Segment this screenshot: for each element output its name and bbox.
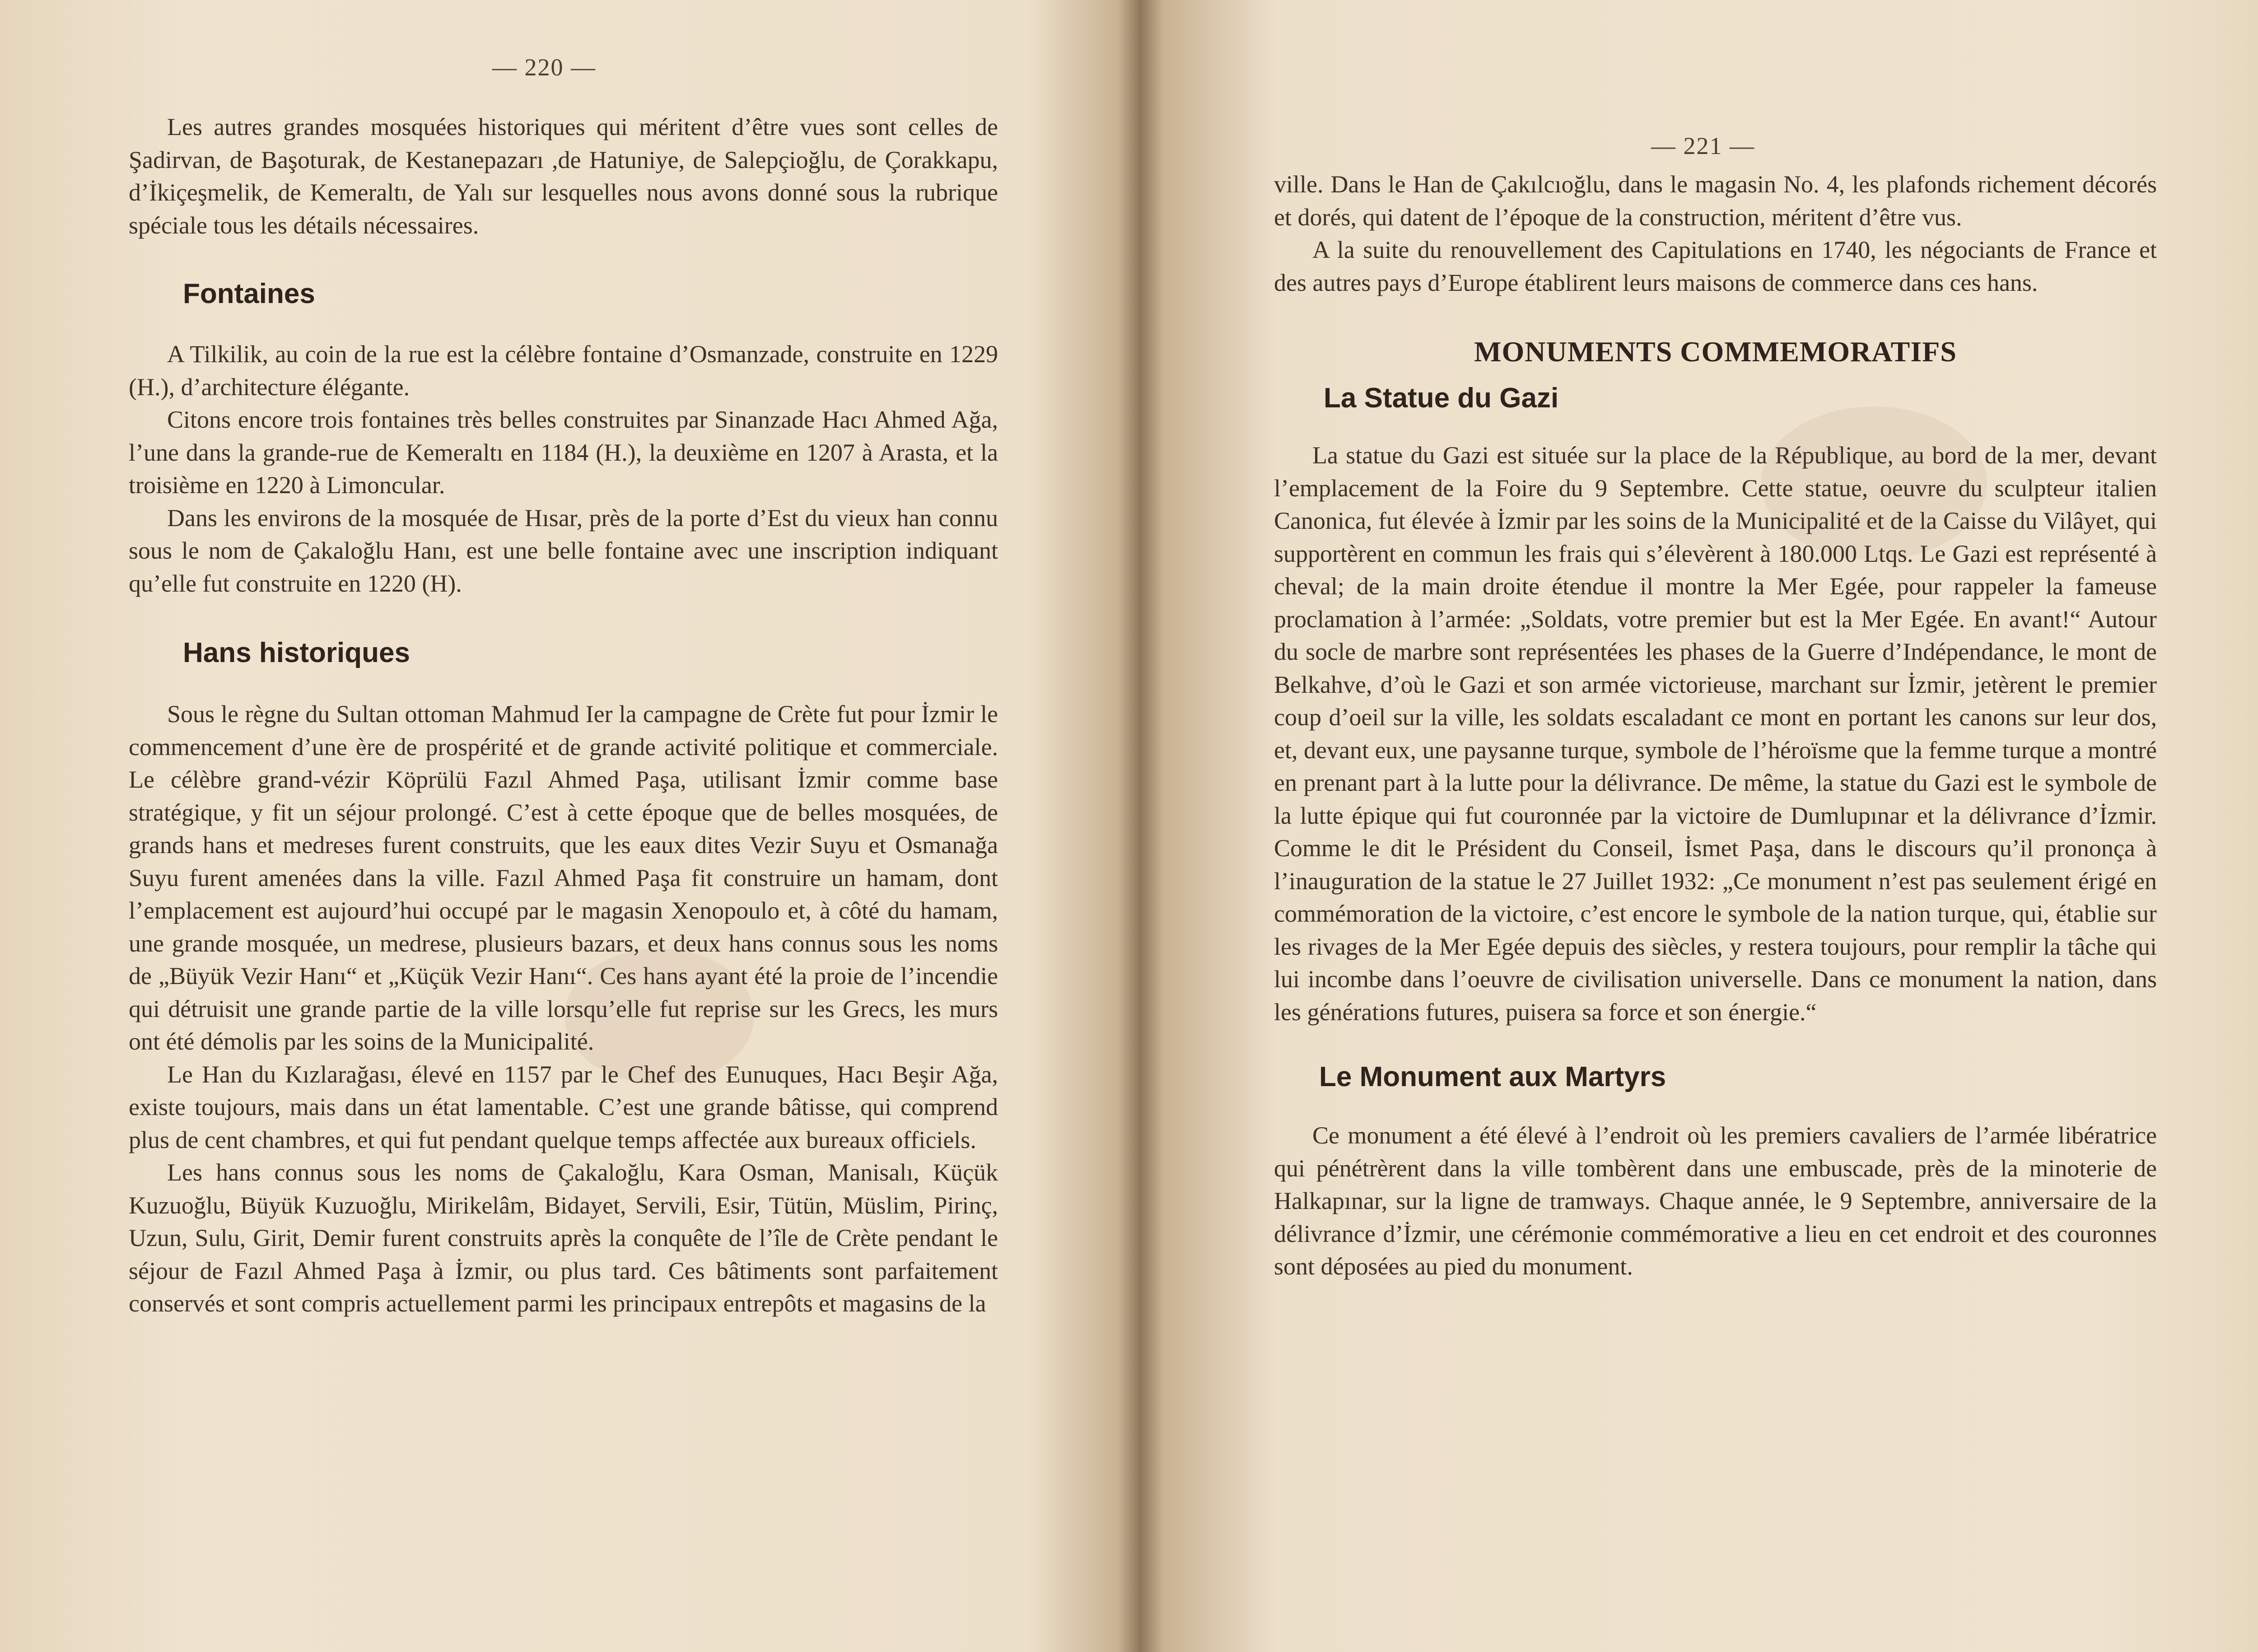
section-heading-monument-aux-martyrs: Le Monument aux Martyrs: [1319, 1061, 1666, 1092]
right-page: [1141, 0, 2258, 1652]
paragraph: Le Han du Kızlarağası, élevé en 1157 par le Chef des Eunuques, Hacı Beşir Ağa, existe toujours, mais dans un état lamentable. C’est une grande bâtisse, qui comprend plus de cent chambres, et qui fut pendant quelque temps affectée aux bureaux officiels.: [129, 1060, 998, 1153]
paragraph: Ce monument a été élevé à l’endroit où les premiers cavaliers de l’armée libératrice qui pénétrèrent dans la ville tombèrent dans une embuscade, près de la minoterie de Halkapınar, sur la ligne de tramways. Chaque année, le 9 Septembre, anniversaire de la délivrance d’İzmir, une cérémonie commémorative a lieu en cet endroit et des couronnes sont déposées au pied du monument.: [1274, 1122, 2157, 1280]
page-number: — 221 —: [1651, 132, 1755, 159]
paragraph: Citons encore trois fontaines très belles construites par Sinanzade Hacı Ahmed Ağa, l’une dans la grande-rue de Kemeraltı en 1184 (H.), la deuxième en 1207 à Arasta, et la troisième en 1220 à Limoncular.: [129, 406, 998, 499]
page-number: — 220 —: [492, 54, 596, 81]
paragraph: La statue du Gazi est située sur la place de la République, au bord de la mer, devant l’emplacement de la Foire du 9 Septembre. Cette statue, oeuvre du sculpteur italien Canonica, fut élevée à İzmir par les soins de la Municipalité et de la Caisse du Vilâyet, qui supportèrent en commun les frais qui s’élevèrent à 180.000 Ltqs. Le Gazi est représenté à cheval; de la main droite étendue il montre la Mer Egée, pour rappeler la fameuse proclamation à l’armée: „Soldats, votre premier but est la Mer Egée. En avant!“ Autour du socle de marbre sont représentées les phases de la Guerre d’Indépendance, le mont de Belkahve, d’où le Gazi et son armée victorieuse, marchant sur İzmir, jetèrent le premier coup d’oeil sur la ville, les soldats escaladant ce mont en portant les canons sur leur dos, et, devant eux, une paysanne turque, symbole de l’héroïsme que la femme turque a montré en prenant part à la lutte pour la délivrance. De même, la statue du Gazi est le symbole de la lutte épique qui fut couronnée par la victoire de Dumlupınar et la délivrance d’İzmir. Comme le dit le Président du Conseil, İsmet Paşa, dans le discours qu’il prononça à l’inauguration de la statue le 27 Juillet 1932: „Ce monument n’est pas seulement érigé en commémoration de la victoire, c’est encore le symbole de la nation turque, qui, établie sur les rivages de la Mer Egée depuis des siècles, y restera toujours, pour remplir la tâche qui lui incombe dans l’oeuvre de civilisation universelle. Dans ce monument la nation, dans les générations futures, puisera sa force et son énergie.“: [1274, 442, 2157, 1026]
paragraph: Dans les environs de la mosquée de Hısar, près de la porte d’Est du vieux han connu sous le nom de Çakaloğlu Hanı, est une belle fontaine avec une inscription indiquant qu’elle fut construite en 1220 (H).: [129, 504, 998, 597]
section-heading-hans-historiques: Hans historiques: [183, 637, 410, 668]
section-heading-fontaines: Fontaines: [183, 278, 315, 309]
paragraph: Les autres grandes mosquées historiques qui méritent d’être vues sont celles de Şadirvan, de Başoturak, de Kestanepazarı ,de Hatuniye, de Salepçioğlu, de Çorakkapu, d’İkiçeşmelik, de Kemeraltı, de Yalı sur lesquelles nous avons donné sous la rubrique spéciale tous les détails nécessaires.: [129, 113, 998, 239]
paragraph: Les hans connus sous les noms de Çakaloğlu, Kara Osman, Manisalı, Küçük Kuzuoğlu, Büyük Kuzuoğlu, Mirikelâm, Bidayet, Servili, Esir, Tütün, Müslim, Pirinç, Uzun, Sulu, Girit, Demir furent construits après la conquête de l’île de Crète pendant le séjour de Fazıl Ahmed Paşa à İzmir, ou plus tard. Ces bâtiments sont parfaitement conservés et sont compris actuellement parmi les principaux entrepôts et magasins de la: [129, 1159, 998, 1317]
right-text-column: [1274, 168, 2157, 1283]
paragraph: A Tilkilik, au coin de la rue est la célèbre fontaine d’Osmanzade, construite en 1229 (H.), d’architecture élégante.: [129, 341, 998, 401]
paragraph: A la suite du renouvellement des Capitulations en 1740, les négociants de France et des autres pays d’Europe établirent leurs maisons de commerce dans ces hans.: [1274, 236, 2157, 296]
section-heading-statue-du-gazi: La Statue du Gazi: [1324, 383, 1559, 414]
paragraph: Sous le règne du Sultan ottoman Mahmud Ier la campagne de Crète fut pour İzmir le commencement d’une ère de prospérité et de grande activité politique et commerciale. Le célèbre grand-vézir Köprülü Fazıl Ahmed Paşa, utilisant İzmir comme base stratégique, y fit un séjour prolongé. C’est à cette époque que de belles mosquées, de grands hans et medreses furent construits, que les eaux dites Vezir Suyu et Osmanağa Suyu furent amenées dans la ville. Fazıl Ahmed Paşa fit construire un hamam, dont l’emplacement est aujourd’hui occupé par le magasin Xenopoulo et, à côté du hamam, une grande mosquée, un medrese, plusieurs bazars, et deux hans connus sous les noms de „Büyük Vezir Hanı“ et „Küçük Vezir Hanı“. Ces hans ayant été la proie de l’incendie qui détruisit une grande partie de la ville lorsqu’elle fut reprise sur les Grecs, les murs ont été démolis par les soins de la Municipalité.: [129, 700, 998, 1055]
chapter-heading-monuments-commemoratifs: MONUMENTS COMMEMORATIFS: [1474, 336, 1957, 368]
paragraph: ville. Dans le Han de Çakılcıoğlu, dans le magasin No. 4, les plafonds richement décorés et dorés, qui datent de l’époque de la construction, méritent d’être vus.: [1274, 171, 2157, 231]
left-text-column: [129, 111, 998, 1320]
